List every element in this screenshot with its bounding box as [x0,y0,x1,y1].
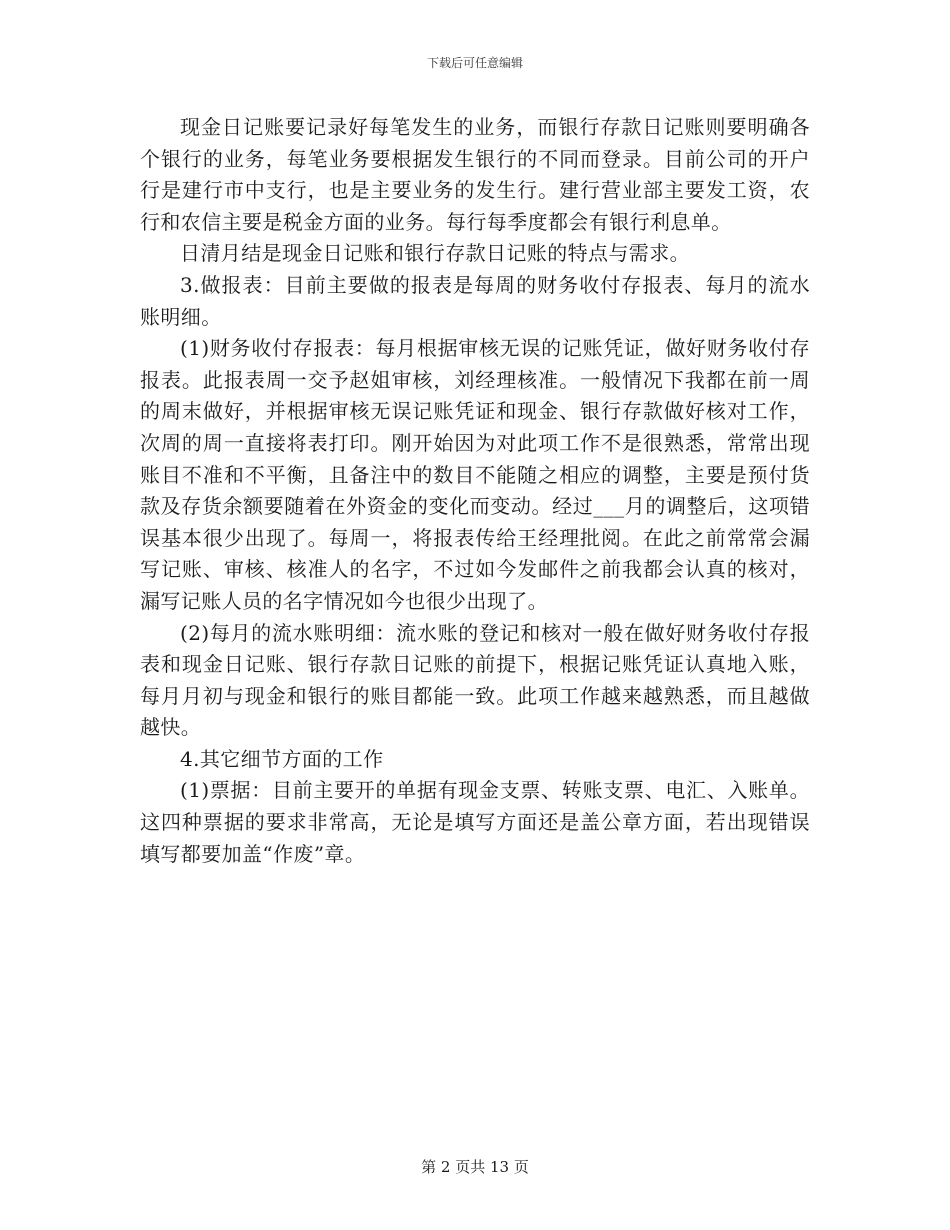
document-body [140,112,810,870]
paragraph-finance-report: (1)财务收付存报表：每月根据审核无误的记账凭证，做好财务收付存报表。此报表周一交予赵姐审核，刘经理核准。一般情况下我都在前一周的周末做好，并根据审核无误记账凭证和现金、银行存款做好核对工作，次周的周一直接将表打印。刚开始因为对此项工作不是很熟悉，常常出现账目不准和不平衡，且备注中的数目不能随之相应的调整，主要是预付货款及存货余额要随着在外资金的变化而变动。经过___月的调整后，这项错误基本很少出现了。每周一，将报表传给王经理批阅。在此之前常常会漏写记账、审核、核准人的名字，不过如今发邮件之前我都会认真的核对，漏写记账人员的名字情况如今也很少出现了。 [140,336,810,613]
paragraph-daily-settlement: 日清月结是现金日记账和银行存款日记账的特点与需求。 [180,241,690,266]
paragraph-ledger-detail: (2)每月的流水账明细：流水账的登记和核对一般在做好财务收付存报表和现金日记账、银行存款日记账的前提下，根据记账凭证认真地入账，每月月初与现金和银行的账目都能一致。此项工作越来越熟悉，而且越做越快。 [140,620,810,740]
page-number: 第 2 页共 13 页 [421,1158,529,1176]
page-header: 下载后可任意编辑 [426,56,523,70]
paragraph-bills: (1)票据：目前主要开的单据有现金支票、转账支票、电汇、入账单。这四种票据的要求非常高，无论是填写方面还是盖公章方面，若出现错误填写都要加盖“作废”章。 [140,778,810,866]
paragraph-other-details: 4.其它细节方面的工作 [180,746,384,771]
paragraph-cash-journal: 现金日记账要记录好每笔发生的业务，而银行存款日记账则要明确各个银行的业务，每笔业务要根据发生银行的不同而登录。目前公司的开户行是建行市中支行，也是主要业务的发生行。建行营业部主要发工资，农行和农信主要是税金方面的业务。每行每季度都会有银行利息单。 [140,115,810,234]
paragraph-reports: 3.做报表：目前主要做的报表是每周的财务收付存报表、每月的流水账明细。 [140,272,810,329]
